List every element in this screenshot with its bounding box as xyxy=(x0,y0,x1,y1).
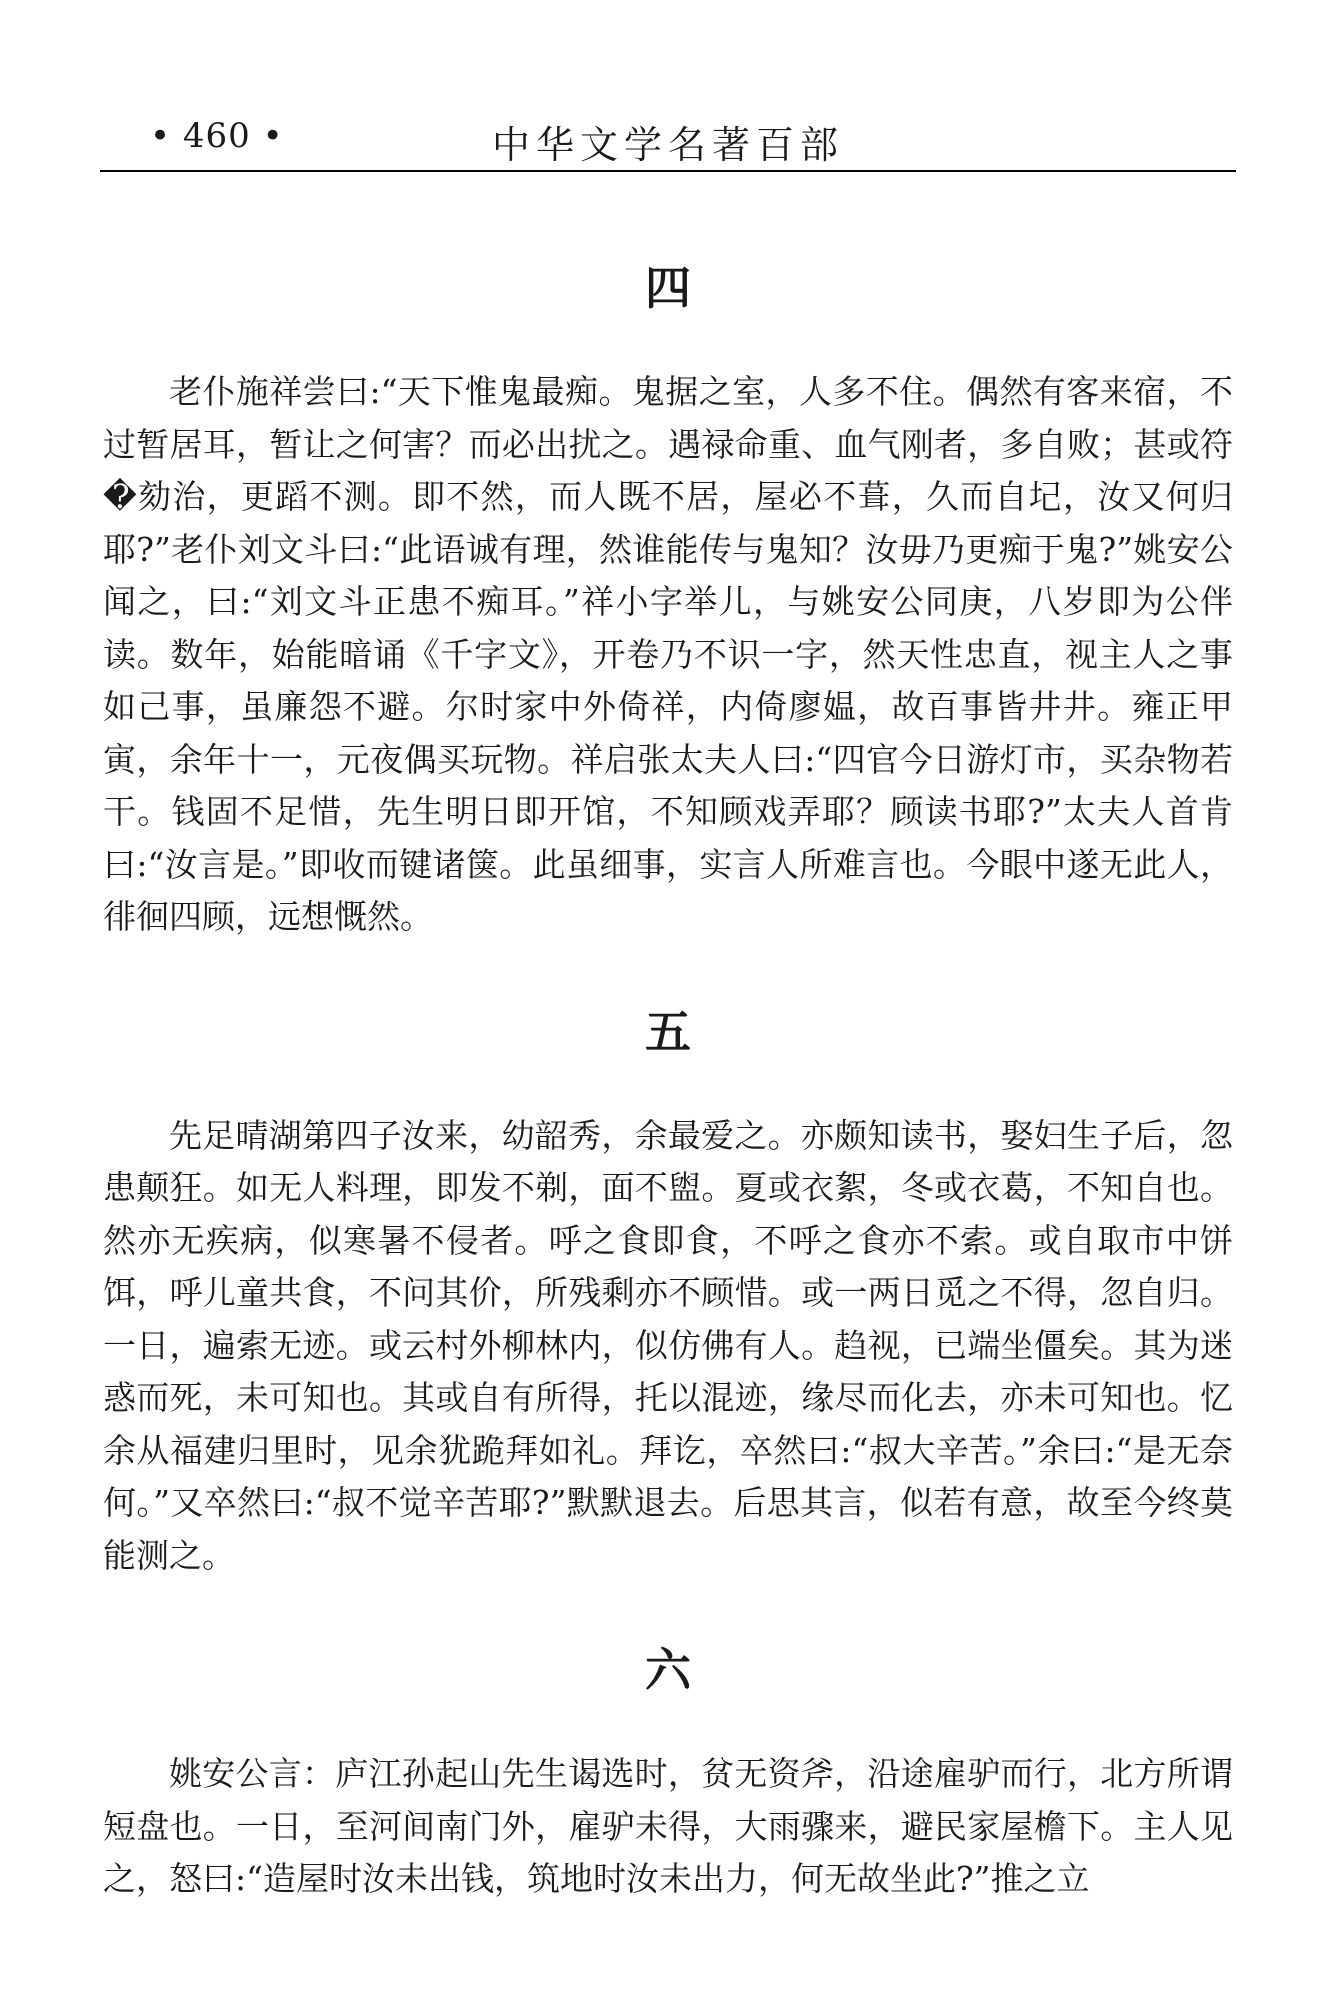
section-paragraph: 先足晴湖第四子汝来，幼韶秀，余最爱之。亦颇知读书，娶妇生子后，忽患颠狂。如无人料理，即发不剃，面不盥。夏或衣絮，冬或衣葛，不知自也。然亦无疾病，似寒暑不侵者。呼之食即食，不呼之食亦不索。或自取市中饼饵，呼儿童共食，不问其价，所残剩亦不顾惜。或一两日觅之不得，忽自归。一日，遍索无迹。或云村外柳林内，似仿佛有人。趋视，已端坐僵矣。其为迷惑而死，未可知也。其或自有所得，托以混迹，缘尽而化去，亦未可知也。忆余从福建归里时，见余犹跪拜如礼。拜讫，卒然曰:“叔大辛苦。”余曰:“是无奈何。”又卒然曰:“叔不觉辛苦耶?”默默退去。后思其言，似若有意，故至今终莫能测之。 xyxy=(103,1115,1233,1575)
section-heading: 四 xyxy=(645,261,691,315)
section-heading: 六 xyxy=(645,1643,691,1697)
section-five xyxy=(103,1004,1233,1583)
header-divider xyxy=(100,170,1236,172)
running-title: 中华文学名著百部 xyxy=(491,123,844,167)
page-body xyxy=(103,240,1233,1966)
section-heading: 五 xyxy=(645,1004,691,1059)
section-paragraph: 姚安公言：庐江孙起山先生谒选时，贫无资斧，沿途雇驴而行，北方所谓短盘也。一日，至河间南门外，雇驴未得，大雨骤来，避民家屋檐下。主人见之，怒曰:“造屋时汝未出钱，筑地时汝未出力，何无故坐此?”推之立 xyxy=(103,1754,1233,1898)
section-four xyxy=(103,260,1233,944)
section-six xyxy=(103,1642,1233,1906)
section-paragraph: 老仆施祥尝曰:“天下惟鬼最痴。鬼据之室，人多不住。偶然有客来宿，不过暂居耳，暂让之何害？而必出扰之。遇禄命重、血气刚者，多自败；甚或符�劾治，更蹈不测。即不然，而人既不居，屋必不葺，久而自圮，汝又何归耶?”老仆刘文斗曰:“此语诚有理，然谁能传与鬼知？汝毋乃更痴于鬼?”姚安公闻之，曰:“刘文斗正患不痴耳。”祥小字举儿，与姚安公同庚，八岁即为公伴读。数年，始能暗诵《千字文》，开卷乃不识一字，然天性忠直，视主人之事如己事，虽廉怨不避。尔时家中外倚祥，内倚廖媪，故百事皆井井。雍正甲寅，余年十一，元夜偶买玩物。祥启张太夫人曰:“四官今日游灯市，买杂物若干。钱固不足惜，先生明日即开馆，不知顾戏弄耶？顾读书耶?”太夫人首肯曰:“汝言是。”即收而键诸箧。此虽细事，实言人所难言也。今眼中遂无此人，徘徊四顾，远想慨然。 xyxy=(103,372,1233,936)
page-number: • 460 • xyxy=(150,116,284,156)
page-header xyxy=(100,108,1236,168)
